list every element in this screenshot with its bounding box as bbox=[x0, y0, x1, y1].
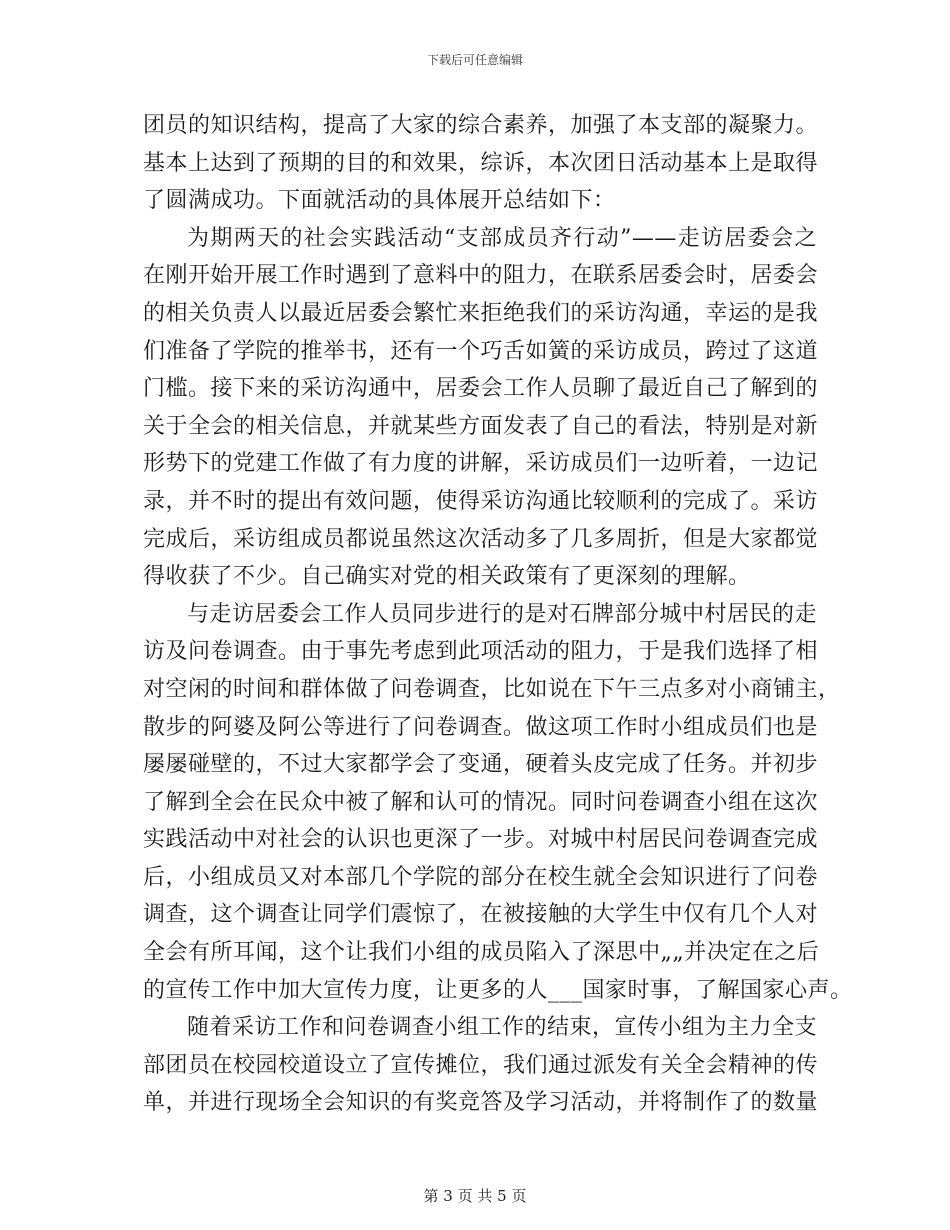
text-line: 访及问卷调查。由于事先考虑到此项活动的阻力，于是我们选择了相 bbox=[143, 639, 819, 665]
page-number: 第 3 页 共 5 页 bbox=[423, 1187, 527, 1205]
text-line: 的相关负责人以最近居委会繁忙来拒绝我们的采访沟通，幸运的是我 bbox=[143, 300, 819, 326]
text-line: 形势下的党建工作做了有力度的讲解，采访成员们一边听着，一边记 bbox=[143, 451, 819, 477]
text-line: 对空闲的时间和群体做了问卷调查，比如说在下午三点多对小商铺主， bbox=[143, 676, 841, 702]
text-line: 全会有所耳闻，这个让我们小组的成员陷入了深思中„„并决定在之后 bbox=[143, 940, 820, 966]
text-line: 录，并不时的提出有效问题，使得采访沟通比较顺利的完成了。采访 bbox=[143, 488, 819, 514]
text-line: 后，小组成员又对本部几个学院的部分在校生就全会知识进行了问卷 bbox=[143, 864, 819, 890]
page-header-note: 下载后可任意编辑 bbox=[426, 53, 523, 67]
paragraph-first-line: 与走访居委会工作人员同步进行的是对石牌部分城中村居民的走 bbox=[187, 601, 818, 627]
text-line: 基本上达到了预期的目的和效果，综诉，本次团日活动基本上是取得 bbox=[143, 150, 819, 176]
text-line: 得收获了不少。自己确实对党的相关政策有了更深刻的理解。 bbox=[143, 564, 751, 590]
text-line: 部团员在校园校道设立了宣传摊位，我们通过派发有关全会精神的传 bbox=[143, 1052, 819, 1078]
text-line: 们准备了学院的推举书，还有一个巧舌如簧的采访成员，跨过了这道 bbox=[143, 338, 819, 364]
text-line: 屡屡碰壁的，不过大家都学会了变通，硬着头皮完成了任务。并初步 bbox=[143, 752, 819, 778]
text-line: 团员的知识结构，提高了大家的综合素养，加强了本支部的凝聚力。 bbox=[143, 113, 819, 138]
text-line: 散步的阿婆及阿公等进行了问卷调查。做这项工作时小组成员们也是 bbox=[143, 714, 819, 740]
text-line: 了圆满成功。下面就活动的具体展开总结如下： bbox=[143, 188, 616, 214]
document-body bbox=[143, 107, 853, 1122]
text-line: 调查，这个调查让同学们震惊了，在被接触的大学生中仅有几个人对 bbox=[143, 902, 819, 928]
text-line: 在刚开始开展工作时遇到了意料中的阻力，在联系居委会时，居委会 bbox=[143, 263, 819, 289]
text-line: 完成后，采访组成员都说虽然这次活动多了几多周折，但是大家都觉 bbox=[143, 526, 819, 552]
text-line: 了解到全会在民众中被了解和认可的情况。同时问卷调查小组在这次 bbox=[143, 789, 819, 815]
paragraph-first-line: 随着采访工作和问卷调查小组工作的结束，宣传小组为主力全支 bbox=[187, 1015, 818, 1041]
text-line: 的宣传工作中加大宣传力度，让更多的人___国家时事，了解国家心声。 bbox=[143, 977, 853, 1003]
text-line: 单，并进行现场全会知识的有奖竞答及学习活动，并将制作了的数量 bbox=[143, 1090, 819, 1116]
paragraph-first-line: 为期两天的社会实践活动“支部成员齐行动”——走访居委会之 bbox=[187, 225, 817, 251]
text-line: 实践活动中对社会的认识也更深了一步。对城中村居民问卷调查完成 bbox=[143, 827, 819, 853]
text-line: 关于全会的相关信息，并就某些方面发表了自己的看法，特别是对新 bbox=[143, 413, 819, 439]
text-line: 门槛。接下来的采访沟通中，居委会工作人员聊了最近自己了解到的 bbox=[143, 376, 819, 402]
